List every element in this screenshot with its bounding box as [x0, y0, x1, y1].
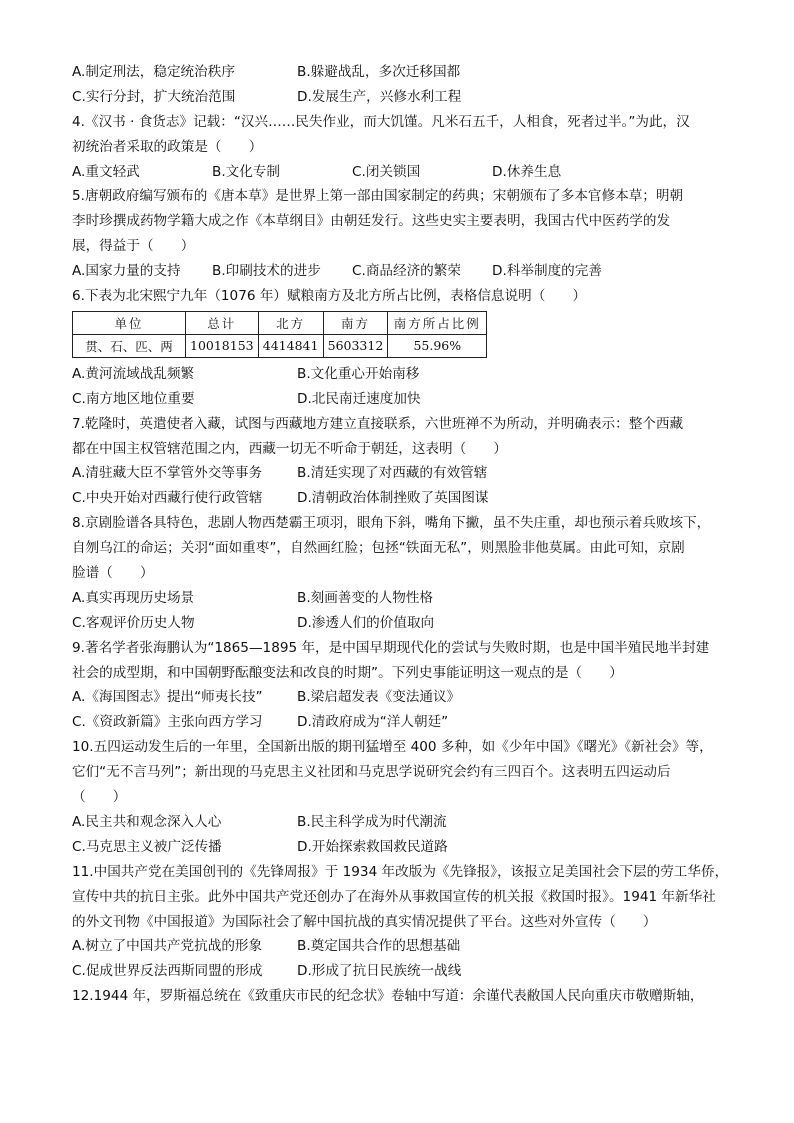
q11-stem-line-3: 的外文刊物《中国报道》为国际社会了解中国抗战的真实情况提供了平台。这些对外宣传（ ）	[72, 913, 657, 930]
q10-option-d[interactable]: D.开始探索救国救民道路	[297, 838, 448, 855]
q11-option-b[interactable]: B.奠定国共合作的思想基础	[297, 938, 461, 955]
q3-option-c[interactable]: C.实行分封，扩大统治范围	[72, 88, 236, 105]
q4-option-b[interactable]: B.文化专制	[212, 163, 281, 180]
table-header-south-ratio: 南方所占比例	[388, 311, 487, 334]
table-cell-total: 10018153	[186, 334, 259, 357]
q5-option-a[interactable]: A.国家力量的支持	[72, 263, 181, 280]
q10-stem-line-1: 10.五四运动发生后的一年里，全国新出版的期刊猛增至 400 多种，如《少年中国》《曙光》《新社会》等，	[72, 739, 713, 756]
q4-option-d[interactable]: D.休养生息	[492, 163, 562, 180]
q6-option-c[interactable]: C.南方地区地位重要	[72, 390, 195, 407]
q10-option-b[interactable]: B.民主科学成为时代潮流	[297, 813, 447, 830]
q10-stem-line-3: （ ）	[72, 789, 127, 806]
q5-stem-line-2: 李时珍撰成药物学籍大成之作《本草纲目》由朝廷发行。这些史实主要表明，我国古代中医药学的发	[72, 213, 671, 230]
q8-option-b[interactable]: B.刻画善变的人物性格	[297, 589, 433, 606]
q4-stem-line-2: 初统治者采取的政策是（ ）	[72, 138, 263, 155]
q11-stem-line-2: 宣传中共的抗日主张。此外中国共产党还创办了在海外从事救国宣传的机关报《救国时报》。1941 年新华社	[72, 888, 716, 905]
q7-option-a[interactable]: A.清驻藏大臣不掌管外交等事务	[72, 465, 263, 482]
tax-ratio-table	[72, 311, 487, 358]
q7-options-row-2	[72, 486, 732, 511]
q6-stem: 6.下表为北宋熙宁九年（1076 年）赋粮南方及北方所占比例，表格信息说明（ ）	[72, 288, 587, 305]
q7-options-row-1	[72, 461, 732, 486]
q8-stem-line-1: 8.京剧脸谱各具特色，悲剧人物西楚霸王项羽，眼角下斜，嘴角下撇，虽不失庄重，却也预示着兵败垓下，	[72, 515, 711, 532]
q5-stem-line-1: 5.唐朝政府编写颁布的《唐本草》是世界上第一部由国家制定的药典；宋朝颁布了多本官修本草；明朝	[72, 188, 684, 205]
q7-stem-line-2: 都在中国主权管辖范围之内，西藏一切无不听命于朝廷，这表明（ ）	[72, 440, 507, 457]
table-cell-south-ratio: 55.96%	[388, 334, 487, 357]
q4-option-c[interactable]: C.闭关锁国	[352, 163, 421, 180]
q4-option-a[interactable]: A.重文轻武	[72, 163, 140, 180]
table-header-total: 总计	[186, 311, 259, 334]
q9-stem-line-2: 社会的成型期，和中国朝野酝酿变法和改良的时期”。下列史事能证明这一观点的是（ ）	[72, 664, 623, 681]
q8-options-row-1	[72, 586, 732, 611]
q11-options-row-1	[72, 934, 732, 959]
q3-options-row-1	[72, 60, 732, 85]
q5-options-row	[72, 259, 732, 284]
q12-stem-line-1: 12.1944 年，罗斯福总统在《致重庆市民的纪念状》卷轴中写道：余谨代表敝国人民向重庆市敬赠斯轴，	[72, 988, 704, 1005]
q10-option-a[interactable]: A.民主共和观念深入人心	[72, 813, 222, 830]
q8-option-a[interactable]: A.真实再现历史场景	[72, 589, 195, 606]
q9-options-row-2	[72, 710, 732, 735]
q9-options-row-1	[72, 685, 732, 710]
q7-stem-line-1: 7.乾隆时，英遣使者入藏，试图与西藏地方建立直接联系，六世班禅不为所动，并明确表示：整个西藏	[72, 415, 684, 432]
q9-option-b[interactable]: B.梁启超发表《变法通议》	[297, 689, 461, 706]
q7-option-b[interactable]: B.清廷实现了对西藏的有效管辖	[297, 465, 488, 482]
q3-option-b[interactable]: B.躲避战乱，多次迁移国都	[297, 64, 461, 80]
table-row	[73, 334, 487, 357]
q5-stem-line-3: 展，得益于（ ）	[72, 238, 195, 255]
table-cell-unit: 贯、石、匹、两	[73, 334, 186, 357]
q11-option-d[interactable]: D.形成了抗日民族统一战线	[297, 963, 462, 980]
q8-option-c[interactable]: C.客观评价历史人物	[72, 614, 195, 631]
q10-stem-line-2: 它们“无不言马列”；新出现的马克思主义社团和马克思学说研究会约有三四百个。这表明五四运动后	[72, 764, 671, 781]
q10-option-c[interactable]: C.马克思主义被广泛传播	[72, 838, 222, 855]
q3-option-a[interactable]: A.制定刑法，稳定统治秩序	[72, 64, 235, 80]
q4-stem-line-1: 4.《汉书 · 食货志》记载：“汉兴……民失作业，而大饥馑。凡米石五千，人相食，死者过半。”为此，汉	[72, 113, 690, 130]
table-header-row	[73, 311, 487, 334]
q10-options-row-1	[72, 810, 732, 835]
q11-options-row-2	[72, 959, 732, 984]
exam-page	[72, 60, 732, 1009]
table-header-north: 北方	[258, 311, 323, 334]
table-header-unit: 单位	[73, 311, 186, 334]
q7-option-d[interactable]: D.清朝政治体制挫败了英国图谋	[297, 490, 489, 507]
q7-option-c[interactable]: C.中央开始对西藏行使行政管辖	[72, 490, 263, 507]
q6-option-a[interactable]: A.黄河流域战乱频繁	[72, 365, 195, 382]
q6-option-b[interactable]: B.文化重心开始南移	[297, 365, 420, 382]
table-cell-north: 4414841	[258, 334, 323, 357]
q5-option-c[interactable]: C.商品经济的繁荣	[352, 263, 461, 280]
q3-options-row-2	[72, 85, 732, 110]
q8-stem-line-2: 自刎乌江的命运；关羽“面如重枣”，自然画红脸；包拯“铁面无私”，则黑脸非他莫属。由此可知，京剧	[72, 540, 685, 557]
q6-options-row-1	[72, 362, 732, 387]
table-cell-south: 5603312	[323, 334, 388, 357]
q6-options-row-2	[72, 387, 732, 412]
q9-option-c[interactable]: C.《资政新篇》主张向西方学习	[72, 714, 263, 731]
q11-option-c[interactable]: C.促成世界反法西斯同盟的形成	[72, 963, 263, 980]
q10-options-row-2	[72, 835, 732, 860]
q6-option-d[interactable]: D.北民南迁速度加快	[297, 390, 421, 407]
q9-option-d[interactable]: D.清政府成为“洋人朝廷”	[297, 714, 449, 731]
q8-stem-line-3: 脸谱（ ）	[72, 565, 154, 582]
q11-option-a[interactable]: A.树立了中国共产党抗战的形象	[72, 938, 263, 955]
q9-stem-line-1: 9.著名学者张海鹏认为“1865—1895 年，是中国早期现代化的尝试与失败时期，也是中国半殖民地半封建	[72, 639, 710, 656]
table-header-south: 南方	[323, 311, 388, 334]
q8-option-d[interactable]: D.渗透人们的价值取向	[297, 614, 435, 631]
q8-options-row-2	[72, 611, 732, 636]
q5-option-d[interactable]: D.科举制度的完善	[492, 263, 602, 280]
q4-options-row	[72, 160, 732, 185]
q9-option-a[interactable]: A.《海国图志》提出“师夷长技”	[72, 689, 263, 706]
q3-option-d[interactable]: D.发展生产，兴修水利工程	[297, 88, 462, 105]
q5-option-b[interactable]: B.印刷技术的进步	[212, 263, 321, 280]
q11-stem-line-1: 11.中国共产党在美国创刊的《先锋周报》于 1934 年改版为《先锋报》，该报立足美国社会下层的劳工华侨，	[72, 863, 729, 880]
